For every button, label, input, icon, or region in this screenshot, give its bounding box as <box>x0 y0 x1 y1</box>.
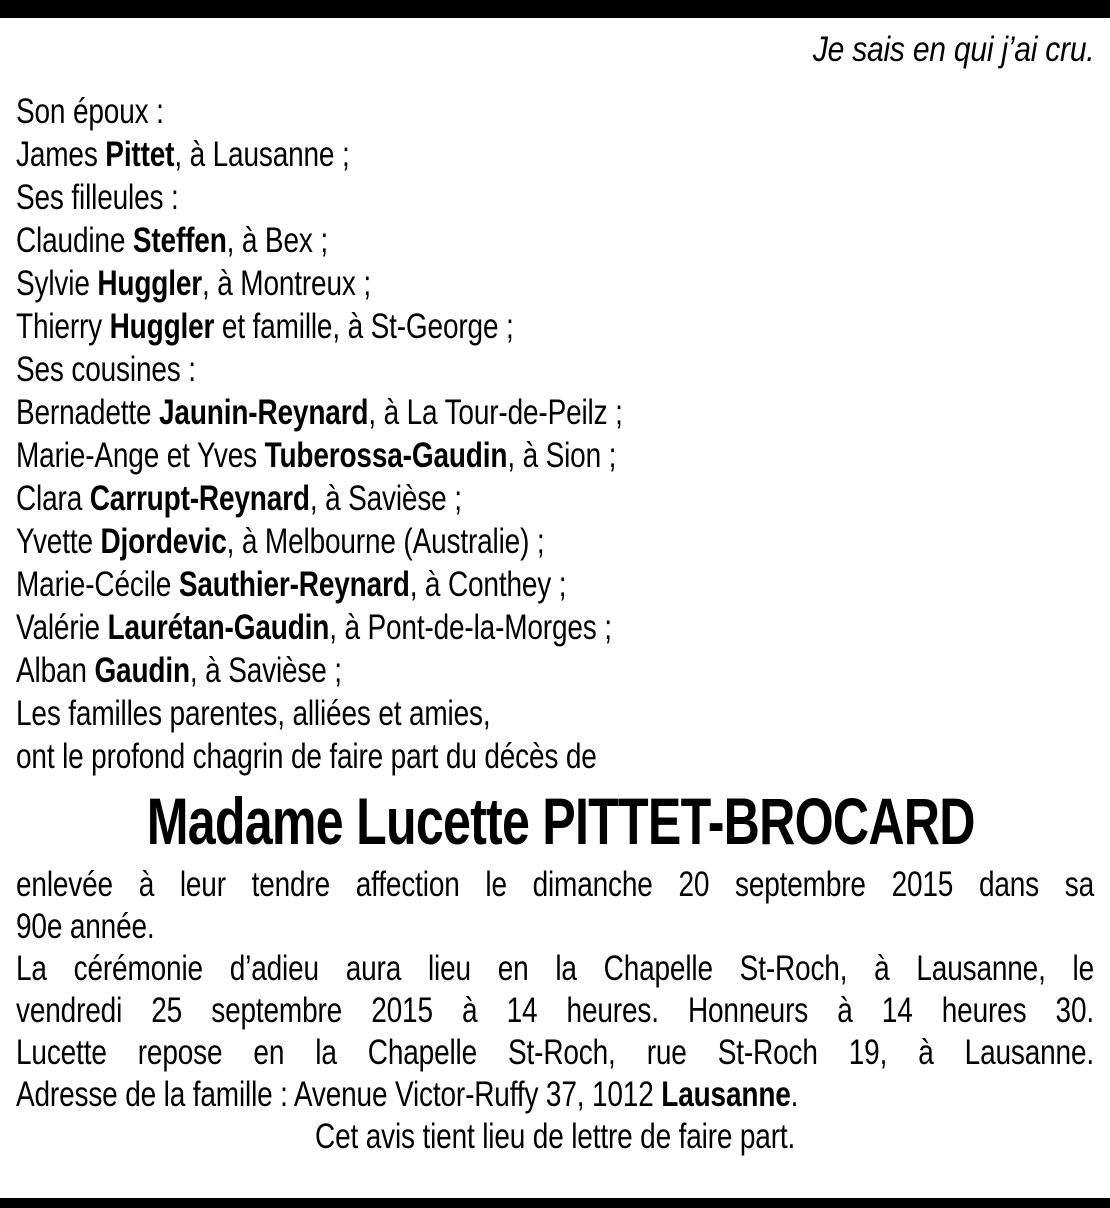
ceremony-paragraph <box>16 948 1094 1074</box>
entry-surname: Tuberossa-Gaudin <box>264 436 508 475</box>
list-item <box>16 692 1094 735</box>
address-prefix: Adresse de la famille : Avenue Victor-Ruffy 37, 1012 <box>16 1075 662 1114</box>
ceremony-line-1: La cérémonie d’adieu aura lieu en la Chapelle St-Roch, à Lausanne, le <box>16 949 1094 988</box>
entry-prefix: Sylvie <box>16 264 98 303</box>
entry-surname: Pittet <box>105 135 175 174</box>
list-item <box>16 262 1094 305</box>
address-city: Lausanne <box>661 1075 791 1114</box>
notice-content <box>16 18 1094 1158</box>
epigraph-row <box>16 18 1094 90</box>
entry-prefix: Thierry <box>16 307 110 346</box>
entry-surname: Sauthier-Reynard <box>178 565 410 604</box>
list-item <box>16 348 1094 391</box>
entry-prefix: Ses filleules : <box>16 178 179 217</box>
address-paragraph <box>16 1074 1094 1116</box>
ceremony-line-2: vendredi 25 septembre 2015 à 14 heures. Honneurs à 14 heures 30. <box>16 991 1094 1030</box>
deceased-name: Madame Lucette PITTET-BROCARD <box>146 784 975 858</box>
address-suffix: . <box>790 1075 799 1114</box>
entry-suffix: , à Lausanne ; <box>174 135 350 174</box>
passing-line-1: enlevée à leur tendre affection le dimanche 20 septembre 2015 dans sa <box>16 865 1094 904</box>
list-item <box>16 477 1094 520</box>
passing-paragraph <box>16 864 1094 948</box>
entry-suffix: , à Savièse ; <box>189 651 342 690</box>
list-item <box>16 434 1094 477</box>
entry-surname: Huggler <box>97 264 203 303</box>
entry-suffix: , à Conthey ; <box>409 565 567 604</box>
entry-prefix: Yvette <box>16 522 101 561</box>
entry-prefix: Bernadette <box>16 393 160 432</box>
entry-suffix: , à La Tour-de-Peilz ; <box>368 393 623 432</box>
entry-prefix: Ses cousines : <box>16 350 196 389</box>
entry-suffix: , à Sion ; <box>507 436 617 475</box>
entry-prefix: Son époux : <box>16 92 164 131</box>
entry-prefix: Marie-Ange et Yves <box>16 436 265 475</box>
passing-line-2: 90e année. <box>16 907 155 946</box>
entry-prefix: Les familles parentes, alliées et amies, <box>16 694 491 733</box>
list-item <box>16 133 1094 176</box>
entry-prefix: James <box>16 135 106 174</box>
entry-prefix: Valérie <box>16 608 108 647</box>
entry-surname: Laurétan-Gaudin <box>107 608 330 647</box>
entry-surname: Djordevic <box>100 522 227 561</box>
entry-suffix: , à Bex ; <box>226 221 328 260</box>
entry-prefix: Claudine <box>16 221 133 260</box>
entry-surname: Huggler <box>109 307 215 346</box>
entry-prefix: Alban <box>16 651 95 690</box>
entry-surname: Steffen <box>132 221 227 260</box>
list-item <box>16 735 1094 778</box>
list-item <box>16 305 1094 348</box>
epigraph-text: Je sais en qui j’ai cru. <box>812 30 1094 69</box>
deceased-name-block <box>16 778 1094 864</box>
list-item <box>16 176 1094 219</box>
entry-suffix: et famille, à St-George ; <box>214 307 514 346</box>
entry-surname: Gaudin <box>94 651 190 690</box>
entry-suffix: , à Pont-de-la-Morges ; <box>329 608 612 647</box>
entry-suffix: , à Savièse ; <box>309 479 462 518</box>
entry-prefix: ont le profond chagrin de faire part du décès de <box>16 737 597 776</box>
list-item <box>16 219 1094 262</box>
list-item <box>16 520 1094 563</box>
list-item <box>16 563 1094 606</box>
entry-prefix: Clara <box>16 479 90 518</box>
entry-suffix: , à Melbourne (Australie) ; <box>226 522 545 561</box>
entry-suffix: , à Montreux ; <box>202 264 371 303</box>
list-item <box>16 90 1094 133</box>
entry-surname: Jaunin-Reynard <box>159 393 369 432</box>
list-item <box>16 649 1094 692</box>
footer-text: Cet avis tient lieu de lettre de faire part. <box>314 1117 796 1156</box>
address-line <box>16 1074 1094 1116</box>
family-list <box>16 90 1094 778</box>
list-item <box>16 606 1094 649</box>
top-rule-divider <box>0 0 1110 18</box>
list-item <box>16 391 1094 434</box>
footer-paragraph <box>16 1116 1094 1158</box>
bottom-rule-divider <box>0 1198 1110 1208</box>
entry-prefix: Marie-Cécile <box>16 565 179 604</box>
ceremony-line-3: Lucette repose en la Chapelle St-Roch, rue St-Roch 19, à Lausanne. <box>16 1033 1094 1072</box>
entry-surname: Carrupt-Reynard <box>89 479 310 518</box>
closing-block <box>16 864 1094 1158</box>
